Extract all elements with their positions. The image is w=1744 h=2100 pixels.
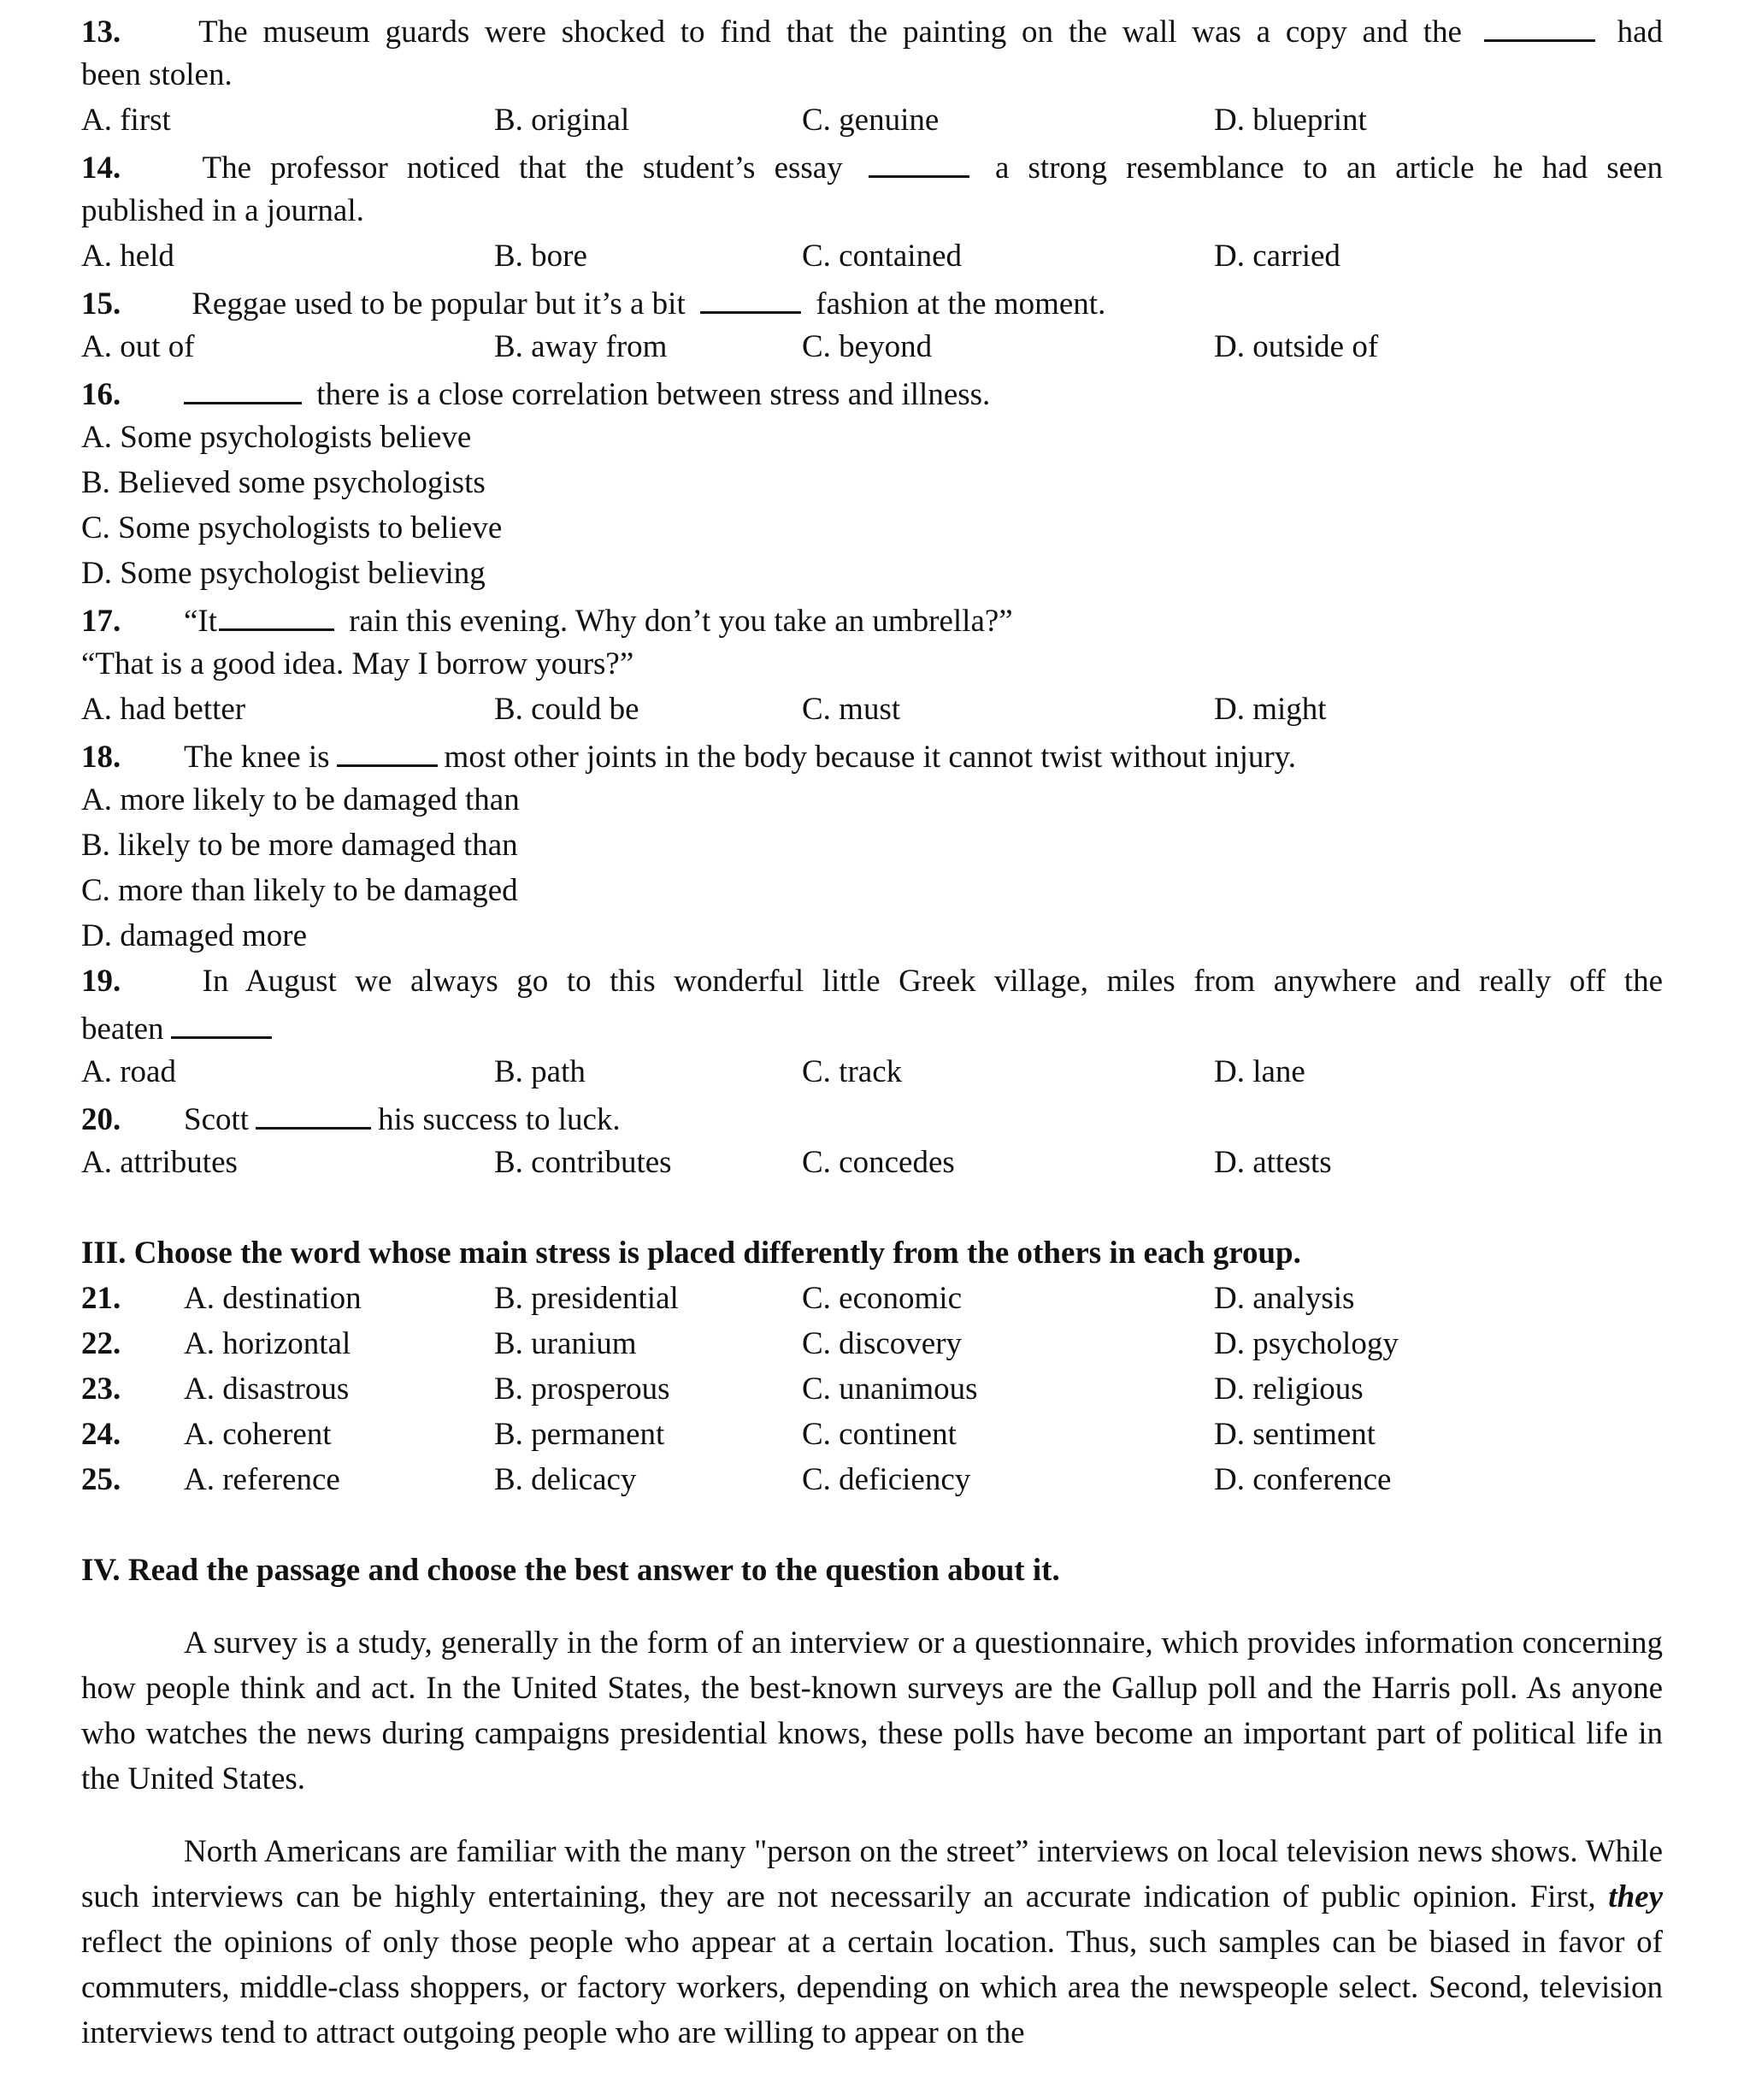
option-a[interactable]: A. coherent	[184, 1417, 332, 1452]
question-text-line2: been stolen.	[81, 57, 233, 92]
question-text-line2: “That is a good idea. May I borrow yours?”	[81, 646, 634, 681]
exam-page	[81, 7, 1663, 2056]
question-number: 18.	[81, 740, 121, 775]
question-number: 21.	[81, 1281, 121, 1316]
answer-blank[interactable]	[171, 1004, 272, 1039]
option-c[interactable]: C. economic	[802, 1281, 963, 1316]
question-text-cont: a strong resemblance to an article he had seen	[994, 150, 1663, 186]
option-d[interactable]: D. sentiment	[1214, 1417, 1376, 1452]
option-c[interactable]: C. unanimous	[802, 1371, 978, 1407]
answer-blank[interactable]	[256, 1094, 371, 1130]
option-a[interactable]: A. held	[81, 239, 174, 274]
option-d[interactable]: D. lane	[1214, 1054, 1305, 1089]
question-text: Scott	[184, 1102, 250, 1137]
option-b[interactable]: B. prosperous	[494, 1371, 670, 1407]
paragraph-text: North Americans are familiar with the many "person on the street” interviews on local television news shows. While such interviews can be highly entertaining, they are not necessarily an accurate indication of public opinion. First,	[81, 1834, 1663, 1914]
paragraph-text: A survey is a study, generally in the form of an interview or a questionnaire, which provides information concerning how people think and act. In the United States, the best-known surveys are the Gallup poll and the Harris poll. As anyone who watches the news during campaigns presidential knows, these polls have become an important part of political life in the United States.	[81, 1625, 1663, 1796]
option-c[interactable]: C. deficiency	[802, 1462, 971, 1497]
option-c[interactable]: C. continent	[802, 1417, 957, 1452]
option-c[interactable]: C. must	[802, 692, 901, 727]
option-b[interactable]: B. contributes	[494, 1145, 672, 1180]
question-text-cont: had	[1617, 15, 1663, 50]
option-d[interactable]: D. psychology	[1214, 1326, 1399, 1361]
spacer	[81, 1593, 1663, 1620]
stress-row-23	[81, 1366, 1663, 1412]
question-text-cont: beaten	[81, 1012, 164, 1047]
answer-blank[interactable]	[869, 143, 969, 178]
question-number: 25.	[81, 1462, 121, 1497]
options-row	[81, 233, 1663, 279]
option-b[interactable]: B. presidential	[494, 1281, 679, 1316]
option-c[interactable]: C. track	[802, 1054, 903, 1089]
section-3-heading: III. Choose the word whose main stress is placed differently from the others in each group.	[81, 1236, 1301, 1271]
option-b[interactable]: B. original	[494, 103, 630, 138]
options-row	[81, 324, 1663, 369]
passage-paragraph-2	[81, 1829, 1663, 2056]
options-row	[81, 97, 1663, 143]
option-a[interactable]: A. out of	[81, 329, 195, 364]
question-text: there is a close correlation between stress and illness.	[316, 377, 991, 412]
question-16	[81, 369, 1663, 415]
option-c[interactable]: C. contained	[802, 239, 963, 274]
option-d[interactable]: D. might	[1214, 692, 1327, 727]
question-number: 17.	[81, 604, 121, 639]
question-text: Reggae used to be popular but it’s a bit	[191, 286, 686, 321]
option-b[interactable]: B. path	[494, 1054, 586, 1089]
spacer	[81, 1802, 1663, 1829]
option-a[interactable]: A. more likely to be damaged than	[81, 782, 520, 817]
question-19	[81, 959, 1663, 1004]
option-d[interactable]: D. damaged more	[81, 918, 308, 953]
question-text: The museum guards were shocked to find that the painting on the wall was a copy and the	[198, 15, 1462, 50]
options-row	[81, 687, 1663, 732]
options-row	[81, 1049, 1663, 1094]
stress-row-25	[81, 1457, 1663, 1502]
question-18	[81, 732, 1663, 777]
option-b[interactable]: B. away from	[494, 329, 668, 364]
option-a[interactable]: A. Some psychologists believe	[81, 420, 472, 455]
option-a[interactable]: A. had better	[81, 692, 246, 727]
option-d[interactable]: D. religious	[1214, 1371, 1364, 1407]
option-b[interactable]: B. uranium	[494, 1326, 637, 1361]
question-text: In August we always go to this wonderful little Greek village, miles from anywhere and really off the	[202, 964, 1663, 999]
option-d[interactable]: D. outside of	[1214, 329, 1379, 364]
question-number: 16.	[81, 377, 121, 412]
question-text-cont: most other joints in the body because it cannot twist without injury.	[444, 740, 1297, 775]
question-number: 19.	[81, 964, 121, 999]
option-d[interactable]: D. blueprint	[1214, 103, 1367, 138]
stress-row-21	[81, 1276, 1663, 1321]
stress-row-24	[81, 1412, 1663, 1457]
option-b[interactable]: B. delicacy	[494, 1462, 637, 1497]
option-c[interactable]: C. concedes	[802, 1145, 955, 1180]
question-text-cont: fashion at the moment.	[816, 286, 1106, 321]
option-d[interactable]: D. attests	[1214, 1145, 1332, 1180]
question-text: “It	[184, 604, 218, 639]
option-b[interactable]: B. likely to be more damaged than	[81, 828, 518, 863]
option-a[interactable]: A. destination	[184, 1281, 362, 1316]
question-13	[81, 7, 1663, 52]
question-text-cont: rain this evening. Why don’t you take an umbrella?”	[349, 604, 1013, 639]
question-15	[81, 279, 1663, 324]
question-14	[81, 143, 1663, 188]
option-d[interactable]: D. conference	[1214, 1462, 1392, 1497]
option-c[interactable]: C. Some psychologists to believe	[81, 510, 503, 546]
emphasized-word: they	[1608, 1879, 1663, 1914]
option-b[interactable]: B. bore	[494, 239, 587, 274]
spacer	[81, 1185, 1663, 1230]
option-d[interactable]: D. Some psychologist believing	[81, 556, 486, 591]
question-number: 13.	[81, 15, 121, 50]
question-number: 15.	[81, 286, 121, 321]
question-text: The professor noticed that the student’s essay	[202, 150, 843, 186]
option-a[interactable]: A. disastrous	[184, 1371, 350, 1407]
question-number: 23.	[81, 1371, 121, 1407]
option-c[interactable]: C. genuine	[802, 103, 940, 138]
question-number: 22.	[81, 1326, 121, 1361]
question-number: 24.	[81, 1417, 121, 1452]
option-a[interactable]: A. horizontal	[184, 1326, 351, 1361]
question-17	[81, 596, 1663, 641]
question-text: The knee is	[184, 740, 330, 775]
option-b[interactable]: B. could be	[494, 692, 639, 727]
question-number: 14.	[81, 150, 121, 186]
question-number: 20.	[81, 1102, 121, 1137]
option-c[interactable]: C. discovery	[802, 1326, 963, 1361]
section-4-heading: IV. Read the passage and choose the best answer to the question about it.	[81, 1553, 1060, 1588]
question-19-line2	[81, 1004, 1663, 1049]
answer-blank[interactable]	[184, 369, 302, 404]
option-a[interactable]: A. reference	[184, 1462, 340, 1497]
spacer	[81, 1502, 1663, 1548]
paragraph-text-cont: reflect the opinions of only those people who appear at a certain location. Thus, such samples can be biased in favor of commuters, middle-class shoppers, or factory workers, depending on which area the newspeople select. Second, television interviews tend to attract outgoing people who are willing to appear on the	[81, 1925, 1663, 2050]
passage-paragraph-1	[81, 1620, 1663, 1802]
option-a[interactable]: A. road	[81, 1054, 176, 1089]
options-row	[81, 1140, 1663, 1185]
option-c[interactable]: C. beyond	[802, 329, 933, 364]
option-a[interactable]: A. first	[81, 103, 171, 138]
answer-blank[interactable]	[700, 279, 801, 314]
option-d[interactable]: D. analysis	[1214, 1281, 1355, 1316]
question-text-cont: his success to luck.	[378, 1102, 621, 1137]
option-a[interactable]: A. attributes	[81, 1145, 238, 1180]
option-c[interactable]: C. more than likely to be damaged	[81, 873, 518, 908]
question-20	[81, 1094, 1663, 1140]
option-d[interactable]: D. carried	[1214, 239, 1340, 274]
option-b[interactable]: B. permanent	[494, 1417, 665, 1452]
answer-blank[interactable]	[1484, 7, 1595, 42]
answer-blank[interactable]	[337, 732, 438, 767]
option-b[interactable]: B. Believed some psychologists	[81, 465, 486, 500]
answer-blank[interactable]	[219, 596, 334, 631]
stress-row-22	[81, 1321, 1663, 1366]
question-text-line2: published in a journal.	[81, 193, 364, 228]
